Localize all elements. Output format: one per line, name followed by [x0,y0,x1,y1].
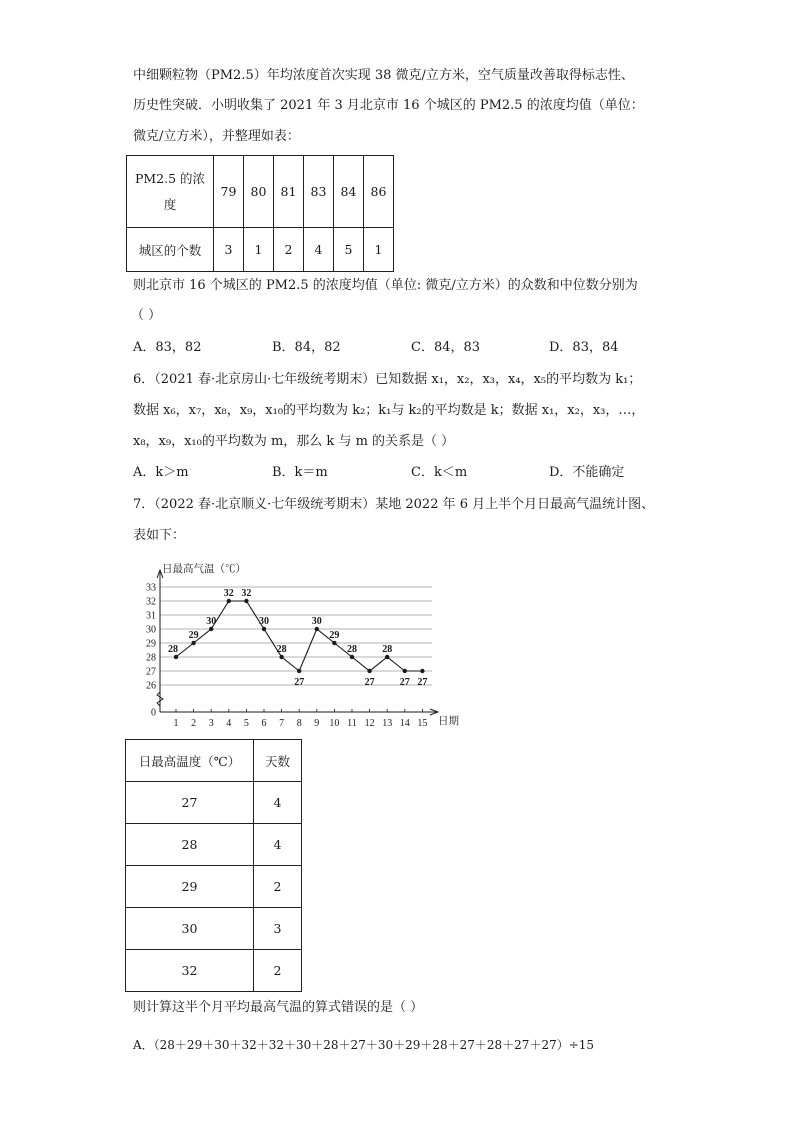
data-point [297,669,301,673]
data-point [191,641,195,645]
x-tick-label: 1 [173,718,179,729]
q7-line-2: 表如下： [133,528,186,543]
data-point [262,627,266,631]
intro-line-2: 历史性突破．小明收集了 2021 年 3 月北京市 16 个城区的 PM2.5 的浓度均值（单位： [133,98,644,113]
q6-line-2: 数据 x₆，x₇，x₈，x₉，x₁₀的平均数为 k₂；k₁与 k₂的平均数是 k；数据 x₁，x₂，x₃，…， [133,403,645,418]
days-header: 天数 [254,740,302,782]
data-point [332,641,336,645]
data-label: 28 [382,644,393,655]
x-tick-label: 4 [226,718,232,729]
temp-header: 日最高温度（℃） [126,740,254,782]
pm25-value-cell: 79 [214,156,244,228]
temp-cell: 30 [126,908,254,950]
temperature-line-chart [140,558,470,733]
district-count-cell: 2 [274,228,304,272]
data-point [209,627,213,631]
x-tick-label: 14 [399,718,410,729]
data-label: 27 [417,677,428,688]
y-tick-label: 32 [146,596,156,608]
pm25-header-line1: PM2.5 的浓 [134,170,206,186]
days-cell: 4 [254,782,302,824]
x-tick-label: 2 [191,718,197,729]
data-label: 30 [311,616,322,627]
pm25-value-cell: 86 [364,156,394,228]
data-point [227,599,231,603]
days-cell: 2 [254,866,302,908]
district-count-cell: 3 [214,228,244,272]
data-point [244,599,248,603]
temp-cell: 32 [126,950,254,992]
pm25-header-line2: 度 [163,196,177,212]
data-label: 32 [223,588,234,599]
x-tick-label: 7 [279,718,285,729]
x-tick-label: 15 [417,718,428,729]
data-label: 29 [329,630,340,641]
data-label: 30 [206,616,217,627]
pm25-header-cell [127,156,214,228]
q5-option-c: C．84，83 [411,340,481,355]
data-label: 32 [241,588,252,599]
x-tick-label: 6 [261,718,267,729]
pm25-value-cell: 81 [274,156,304,228]
pm25-value-cell: 80 [244,156,274,228]
y-tick-label: 27 [146,666,156,678]
data-label: 27 [364,677,375,688]
data-label: 30 [259,616,269,627]
x-tick-label: 12 [364,718,375,729]
q6-option-a: A．k＞m [133,465,189,480]
q7-closing: 则计算这半个月平均最高气温的算式错误的是（ ） [133,1000,424,1015]
q7-option-a: A．（28＋29＋30＋32＋32＋30＋28＋27＋30＋29＋28＋27＋28＋27＋27）÷15 [133,1038,595,1052]
data-point [315,627,319,631]
district-count-cell: 1 [364,228,394,272]
days-cell: 3 [254,908,302,950]
data-point [403,669,407,673]
q6-option-d: D．不能确定 [549,465,625,480]
data-label: 28 [347,644,357,655]
q5-option-a: A．83，82 [133,340,202,355]
intro-line-1: 中细颗粒物（PM2.5）年均浓度首次实现 38 微克/立方米，空气质量改善取得标志性、 [133,68,634,83]
data-point [385,655,389,659]
q6-line-3: x₈，x₉，x₁₀的平均数为 m，那么 k 与 m 的关系是（ ） [133,434,455,449]
y-tick-label: 29 [146,638,156,650]
data-label: 27 [294,677,305,688]
q6-line-1: 6．（2021 春·北京房山·七年级统考期末）已知数据 x₁，x₂，x₃，x₄，x₅的平均数为 k₁； [133,372,642,387]
intro-line-3: 微克/立方米），并整理如表： [133,129,300,144]
data-label: 29 [188,630,199,641]
y-tick-label: 28 [146,652,156,664]
q6-option-b: B．k＝m [272,465,328,480]
days-cell: 2 [254,950,302,992]
temp-cell: 27 [126,782,254,824]
q5-question: 则北京市 16 个城区的 PM2.5 的浓度均值（单位: 微克/立方米）的众数和中位数分别为 [133,278,638,293]
q5-paren: （ ） [131,308,162,323]
pm25-table [126,155,394,272]
temp-cell: 28 [126,824,254,866]
q5-option-b: B．84，82 [272,340,341,355]
x-tick-label: 8 [296,718,302,729]
chart-title: 日最高气温（℃） [162,564,246,575]
district-count-header: 城区的个数 [127,228,214,272]
data-point [350,655,354,659]
x-tick-label: 11 [347,718,357,729]
data-label: 28 [168,644,178,655]
x-tick-label: 13 [382,718,393,729]
y-tick-label: 33 [146,582,156,594]
pm25-value-cell: 84 [334,156,364,228]
data-point [174,655,178,659]
q7-line-1: 7．（2022 春·北京顺义·七年级统考期末）某地 2022 年 6 月上半个月日最高气温统计图、 [133,497,655,512]
district-count-cell: 1 [244,228,274,272]
data-point [420,669,424,673]
y-tick-label: 26 [146,680,156,692]
data-point [367,669,371,673]
x-tick-label: 3 [208,718,214,729]
temperature-table [125,739,302,992]
days-cell: 4 [254,824,302,866]
temperature-series-line [176,601,422,671]
temp-cell: 29 [126,866,254,908]
pm25-value-cell: 83 [304,156,334,228]
y-tick-label: 30 [146,624,156,636]
data-point [279,655,283,659]
x-tick-label: 9 [314,718,320,729]
q5-option-d: D．83，84 [549,340,619,355]
data-label: 27 [399,677,410,688]
x-tick-label: 5 [243,718,249,729]
x-tick-label: 10 [329,718,340,729]
data-label: 28 [276,644,287,655]
x-axis-label: 日期 [438,716,459,727]
y-tick-label: 31 [146,610,156,622]
district-count-cell: 5 [334,228,364,272]
y-tick-label: 0 [151,707,156,719]
district-count-cell: 4 [304,228,334,272]
q6-option-c: C．k＜m [411,465,468,480]
